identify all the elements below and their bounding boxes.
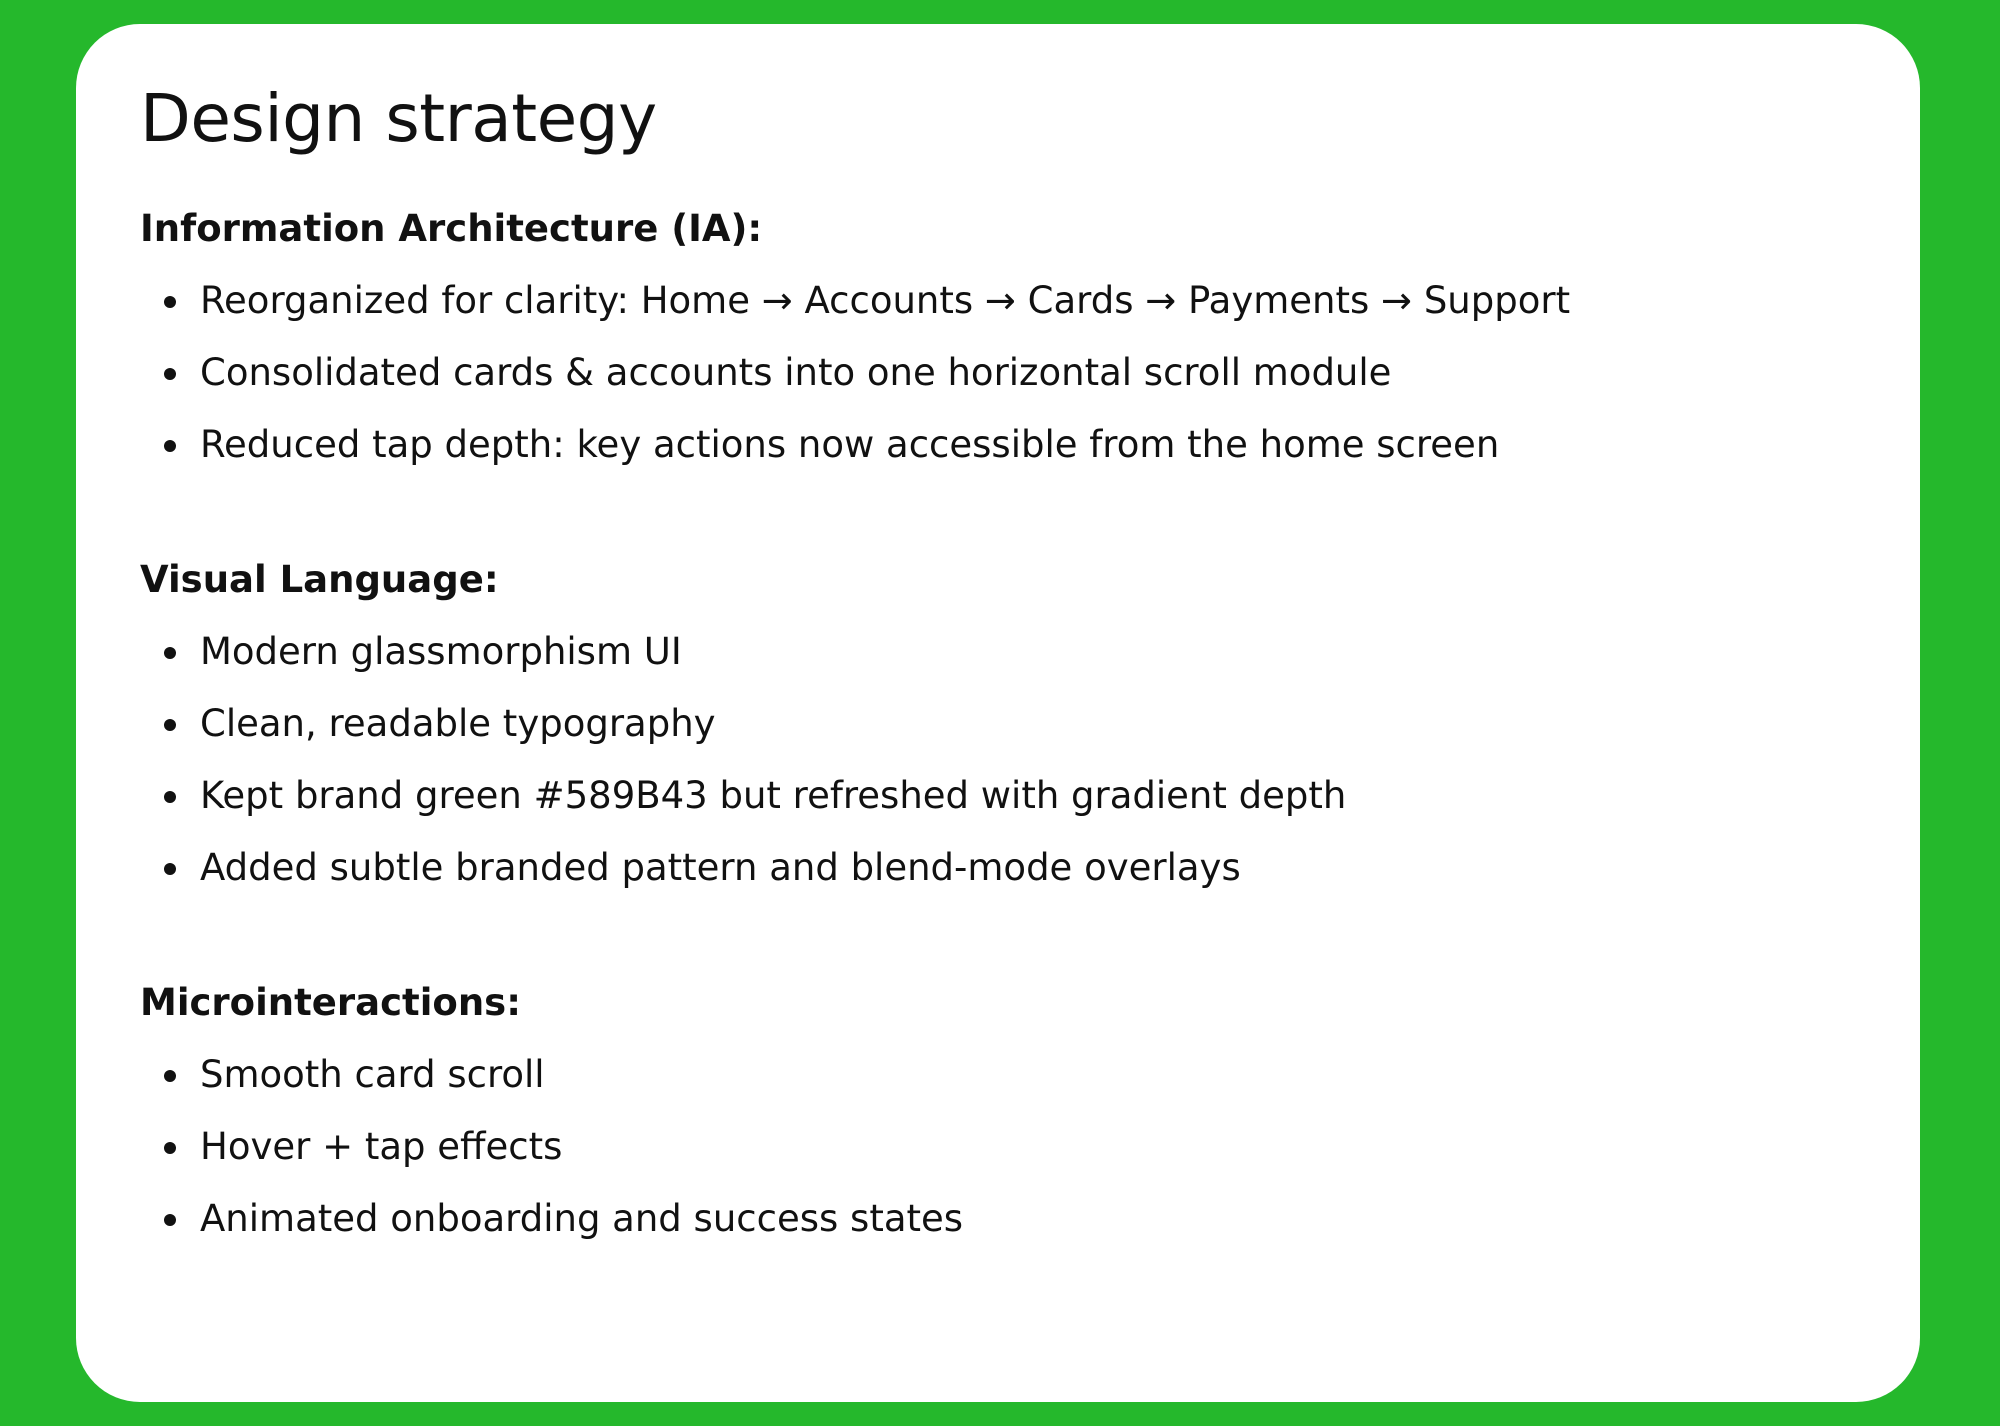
list-item-text: Clean, readable typography xyxy=(200,702,716,745)
list-item-text: Modern glassmorphism UI xyxy=(200,630,682,673)
bullet-icon xyxy=(164,647,176,659)
section-heading: Microinteractions: xyxy=(140,981,522,1024)
bullet-icon xyxy=(164,368,176,380)
section-heading: Information Architecture (IA): xyxy=(140,207,763,250)
list-item xyxy=(140,616,1920,688)
bullet-list xyxy=(140,1039,1920,1255)
bullet-list xyxy=(140,616,1920,904)
page-title: Design strategy xyxy=(140,80,657,157)
section-heading: Visual Language: xyxy=(140,558,499,601)
list-item xyxy=(140,760,1920,832)
bullet-icon xyxy=(164,1070,176,1082)
list-item-text: Hover + tap effects xyxy=(200,1125,563,1168)
content-card xyxy=(76,24,1920,1402)
list-item-text: Kept brand green #589B43 but refreshed with gradient depth xyxy=(200,774,1347,817)
list-item-text: Reduced tap depth: key actions now accessible from the home screen xyxy=(200,423,1500,466)
bullet-icon xyxy=(164,440,176,452)
bullet-icon xyxy=(164,719,176,731)
section-visual-language xyxy=(140,558,1920,904)
list-item xyxy=(140,1039,1920,1111)
list-item xyxy=(140,688,1920,760)
section-microinteractions xyxy=(140,981,1920,1255)
list-item-text: Added subtle branded pattern and blend-mode overlays xyxy=(200,846,1241,889)
bullet-list xyxy=(140,265,1920,481)
bullet-icon xyxy=(164,296,176,308)
list-item xyxy=(140,832,1920,904)
list-item xyxy=(140,337,1920,409)
list-item-text: Smooth card scroll xyxy=(200,1053,545,1096)
bullet-icon xyxy=(164,791,176,803)
list-item-text: Consolidated cards & accounts into one horizontal scroll module xyxy=(200,351,1392,394)
list-item-text: Reorganized for clarity: Home → Accounts → Cards → Payments → Support xyxy=(200,279,1571,322)
list-item xyxy=(140,1111,1920,1183)
section-information-architecture xyxy=(140,207,1920,481)
list-item xyxy=(140,1183,1920,1255)
list-item xyxy=(140,265,1920,337)
bullet-icon xyxy=(164,1214,176,1226)
bullet-icon xyxy=(164,1142,176,1154)
bullet-icon xyxy=(164,863,176,875)
list-item-text: Animated onboarding and success states xyxy=(200,1197,964,1240)
list-item xyxy=(140,409,1920,481)
